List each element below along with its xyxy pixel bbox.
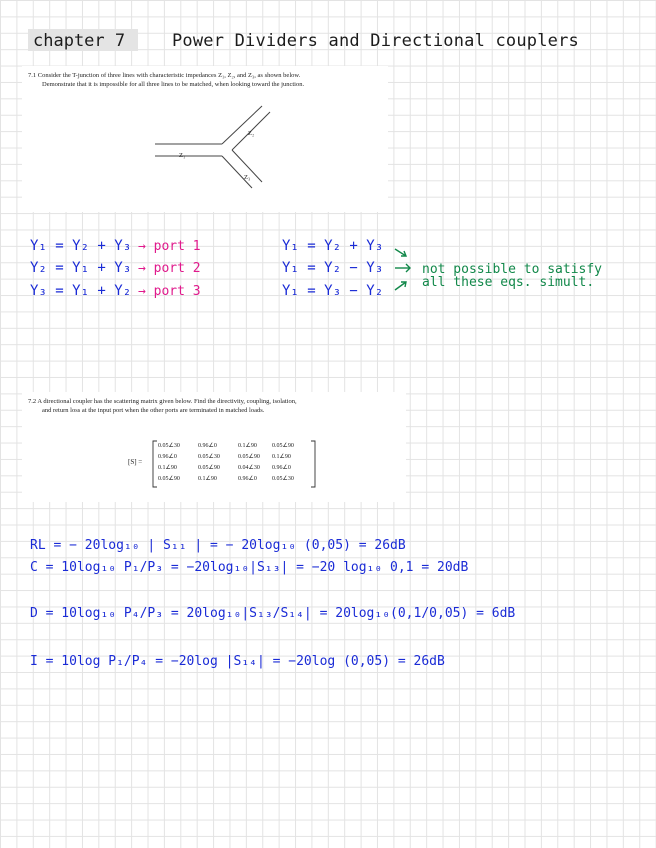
port-2-label: → port 2 xyxy=(138,261,201,276)
matrix-cell: 0.1∠90 xyxy=(238,443,257,449)
matrix-cell: 0.1∠90 xyxy=(198,476,217,482)
port-1-label: → port 1 xyxy=(138,239,201,254)
matrix-cell: 0.04∠30 xyxy=(238,465,260,471)
eq-y1-right-c: Y₁ = Y₃ − Y₂ xyxy=(282,283,384,299)
return-loss-eq: RL = − 20log₁₀ | S₁₁ | = − 20log₁₀ (0,05) = 26dB xyxy=(30,538,406,553)
problem-7-2-line2: and return loss at the input port when the other ports are terminated in matched loads. xyxy=(42,407,265,414)
matrix-label: [S] = xyxy=(128,458,143,466)
directivity-eq: D = 10log₁₀ P₄/P₃ = 20log₁₀|S₁₃/S₁₄| = 20log₁₀(0,1/0,05) = 6dB xyxy=(30,606,516,621)
conclusion-line2: all these eqs. simult. xyxy=(422,275,595,290)
figure-label-z2: Z₂ xyxy=(248,130,255,137)
matrix-cell: 0.05∠30 xyxy=(158,443,180,449)
matrix-cell: 0.05∠90 xyxy=(198,465,220,471)
matrix-cell: 0.96∠0 xyxy=(198,443,217,449)
matrix-cell: 0.05∠90 xyxy=(238,454,260,460)
eq-y1-right-b: Y₁ = Y₂ − Y₃ xyxy=(282,260,384,276)
matrix-cell: 0.96∠0 xyxy=(158,454,177,460)
coupling-eq: C = 10log₁₀ P₁/P₃ = −20log₁₀|S₁₃| = −20 log₁₀ 0,1 = 20dB xyxy=(30,560,469,575)
matrix-cell: 0.96∠0 xyxy=(272,465,291,471)
matrix-cell: 0.96∠0 xyxy=(238,476,257,482)
matrix-cell: 0.05∠90 xyxy=(158,476,180,482)
t-junction-figure xyxy=(22,66,388,212)
port-3-label: → port 3 xyxy=(138,284,201,299)
figure-label-z3: Z₃ xyxy=(244,174,251,181)
isolation-eq: I = 10log P₁/P₄ = −20log |S₁₄| = −20log (0,05) = 26dB xyxy=(30,654,445,669)
problem-7-1-line2: Demonstrate that it is impossible for all three lines to be matched, when looking toward the junction. xyxy=(42,81,305,88)
problem-7-2-line1: 7.2 A directional coupler has the scattering matrix given below. Find the directivity, coupling, isolation, xyxy=(28,398,297,405)
matrix-cell: 0.1∠90 xyxy=(158,465,177,471)
problem-7-1-line1: 7.1 Consider the T-junction of three lines with characteristic impedances Z₁, Z₂, and Z₃, as shown below. xyxy=(28,72,301,79)
converging-arrows xyxy=(392,246,420,296)
matrix-cell: 0.1∠90 xyxy=(272,454,291,460)
chapter-title: chapter 7 xyxy=(33,31,126,51)
matrix-cell: 0.05∠30 xyxy=(272,476,294,482)
matrix-cell: 0.05∠30 xyxy=(198,454,220,460)
scattering-matrix xyxy=(152,440,316,488)
matrix-cell: 0.05∠90 xyxy=(272,443,294,449)
eq-y2-left: Y₂ = Y₁ + Y₃ xyxy=(30,260,132,276)
eq-y1-right-a: Y₁ = Y₂ + Y₃ xyxy=(282,238,384,254)
chapter-heading: Power Dividers and Directional couplers xyxy=(172,31,579,51)
figure-label-z1: Z₁ xyxy=(179,152,186,159)
eq-y3-left: Y₃ = Y₁ + Y₂ xyxy=(30,283,132,299)
conclusion-line1: not possible to satisfy xyxy=(422,262,603,277)
problem-7-1-block xyxy=(22,66,388,212)
eq-y1-left: Y₁ = Y₂ + Y₃ xyxy=(30,238,132,254)
